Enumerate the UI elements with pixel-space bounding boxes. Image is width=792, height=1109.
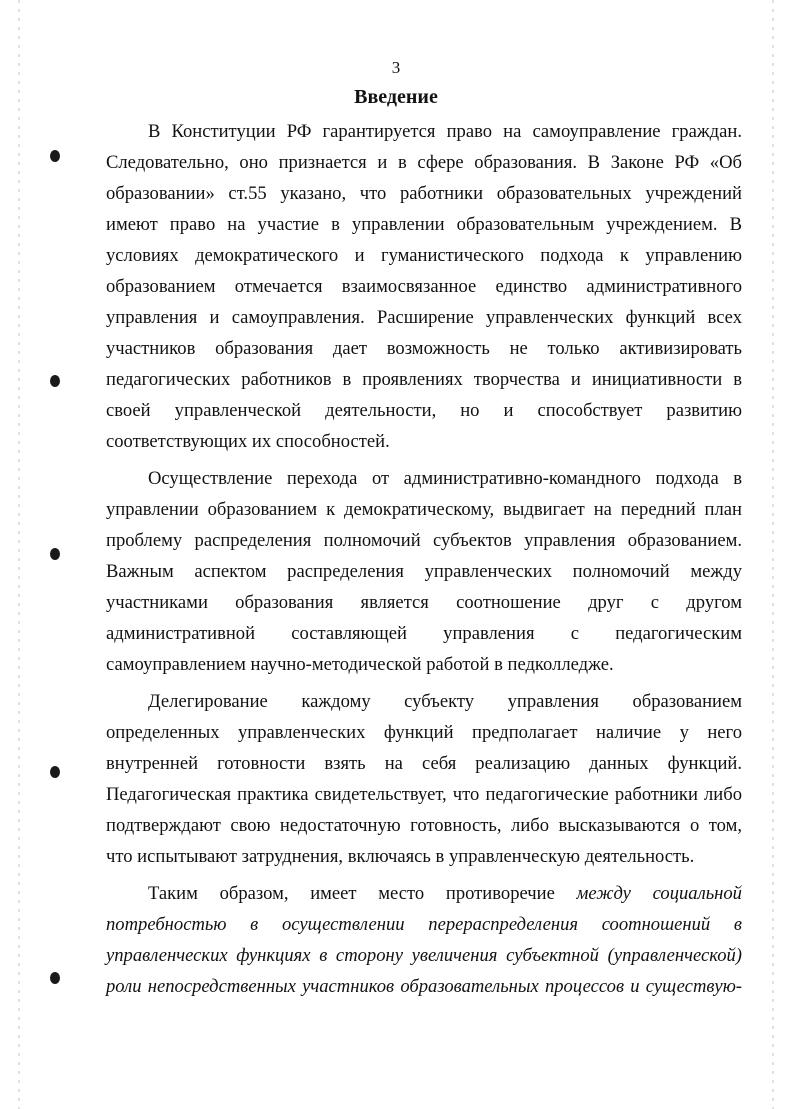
paragraph-3 [106,686,742,872]
text-line: административной составляющей управления с педагогическим [106,623,742,644]
binding-hole-icon [50,375,60,387]
text-line: своей управленческой деятельности, но и способствует развитию [106,400,742,421]
text-line: соответствующих их способностей. [106,431,390,452]
text-segment: Таким образом, имеет место противоречие [148,883,555,904]
binding-hole-icon [50,766,60,778]
text-line: управленческих функциях в сторону увеличения субъектной (управленческой) [106,945,742,966]
text-line: подтверждают свою недостаточную готовность, либо высказываются о том, [106,815,742,836]
text-line: образованием отмечается взаимосвязанное единство административного [106,276,742,297]
binding-hole-icon [50,150,60,162]
text-line: участников образования дает возможность не только активизировать [106,338,742,359]
text-line: управлении образованием к демократическому, выдвигает на передний план [106,499,742,520]
page-number: 3 [391,58,401,77]
text-line: В Конституции РФ гарантируется право на самоуправление граждан. [148,121,742,142]
text-line: Следовательно, оно признается и в сфере образования. В Законе РФ «Об [106,152,742,173]
paragraph-1 [106,116,742,457]
body-text [106,116,742,1008]
text-line: что испытывают затруднения, включаясь в управленческую деятельность. [106,846,695,867]
text-line: самоуправлением научно-методической работой в педколледже. [106,654,614,675]
text-line: Важным аспектом распределения управленческих полномочий между [106,561,742,582]
binding-hole-icon [50,972,60,984]
paragraph-2 [106,463,742,680]
text-line: проблему распределения полномочий субъектов управления образованием. [106,530,742,551]
text-line: имеют право на участие в управлении образовательным учреждением. В [106,214,742,235]
scan-edge-artifact [772,0,774,1109]
page-title: Введение [354,86,438,108]
text-line: образовании» ст.55 указано, что работники образовательных учреждений [106,183,742,204]
text-line: Делегирование каждому субъекту управления образованием [148,691,742,712]
text-line: педагогических работников в проявлениях творчества и инициативности в [106,369,742,390]
scan-edge-artifact [18,0,20,1109]
text-line: условиях демократического и гуманистического подхода к управлению [106,245,742,266]
binding-hole-icon [50,548,60,560]
text-line: внутренней готовности взять на себя реализацию данных функций. [106,753,742,774]
text-line: Осуществление перехода от административно-командного подхода в [148,468,742,489]
text-line: потребностью в осуществлении перераспределения соотношений в [106,914,742,935]
paragraph-4 [106,878,742,1002]
text-line: управления и самоуправления. Расширение управленческих функций всех [106,307,742,328]
text-line: роли непосредственных участников образовательных процессов и существую- [106,976,742,997]
text-line: Педагогическая практика свидетельствует, что педагогические работники либо [106,784,742,805]
text-line [106,878,742,909]
text-segment-italic: между социальной [576,883,742,904]
text-line: участниками образования является соотношение друг с другом [106,592,742,613]
text-line: определенных управленческих функций предполагает наличие у него [106,722,742,743]
